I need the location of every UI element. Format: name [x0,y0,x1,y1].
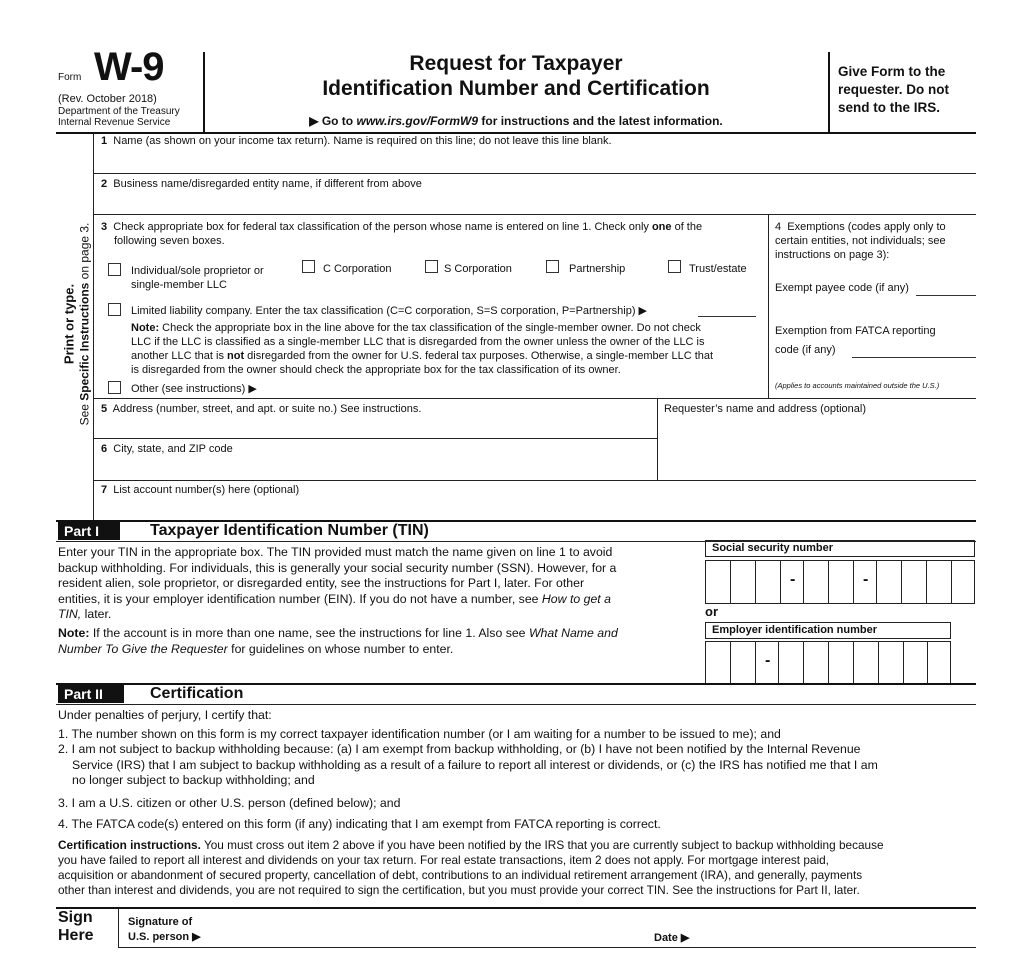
c-corporation-checkbox[interactable] [302,260,315,273]
line3-label-cont: following seven boxes. [114,235,225,247]
fatca-label-1: Exemption from FATCA reporting [775,325,936,337]
irs-label: Internal Revenue Service [58,117,171,128]
sign-here-label: Sign Here [58,909,94,944]
instructions-link-line [210,114,822,128]
exempt-payee-input[interactable] [917,280,979,297]
line5-label: 5 Address (number, street, and apt. or suite no.) See instructions. [101,403,422,415]
partnership-checkbox[interactable] [546,260,559,273]
ein-dash: - [765,652,771,669]
goto-suffix: for instructions and the latest information. [478,114,723,128]
line1-label: 1 Name (as shown on your income tax return). Name is required on this line; do not leave this line blank. [101,135,612,147]
name-input[interactable] [110,150,964,172]
individual-checkbox[interactable] [108,263,121,276]
llc-label: Limited liability company. Enter the tax classification (C=C corporation, S=S corporation, P=Partnership) ▶ [131,305,648,317]
part1-title: Taxpayer Identification Number (TIN) [150,522,429,539]
city-state-zip-input[interactable] [110,456,654,478]
line6-label: 6 City, state, and ZIP code [101,443,233,455]
fatca-code-input[interactable] [854,342,978,359]
llc-classification-input[interactable] [700,302,758,318]
part1-note: Note: If the account is in more than one name, see the instructions for line 1. Also see What Name and Number To Give the Requester for guidelines on whose number to enter. [58,626,618,656]
requester-input[interactable] [664,418,973,480]
individual-label-1: Individual/sole proprietor or [131,265,264,277]
line3-label: 3 Check appropriate box for federal tax classification of the person whose name is entered on line 1. Check only one of the [101,221,703,233]
account-numbers-input[interactable] [110,497,964,519]
date-label: Date ▶ [654,932,690,944]
ein-input-group[interactable] [705,641,951,684]
certification-item-2: 2. I am not subject to backup withholding because: (a) I am exempt from backup withholding, or (b) I have not been notified by the Internal Revenue Service (IRS) that I am subject to backup withholding as a result of a failure to report all interest or dividends, or (c) the IRS has notified me that I am no longer subject to backup withholding; and [58,742,878,787]
exempt-payee-label: Exempt payee code (if any) [775,282,909,294]
ssn-label-box [705,540,975,557]
form-title-line1: Request for Taxpayer [409,52,623,75]
certification-item-1: 1. The number shown on this form is my correct taxpayer identification number (or I am waiting for a number to be issued to me); and [58,727,781,741]
signature-field[interactable] [215,912,645,946]
other-label: Other (see instructions) ▶ [131,383,257,395]
other-input[interactable] [272,380,756,398]
exemptions-label: 4 Exemptions (codes apply only to certain entities, not individuals; see instructions on page 3): [775,221,946,261]
goto-prefix: ▶ Go to [309,114,357,128]
certification-item-3: 3. I am a U.S. citizen or other U.S. person (defined below); and [58,796,401,810]
c-corporation-label: C Corporation [323,263,392,275]
ssn-dash-2: - [863,571,869,588]
s-corporation-checkbox[interactable] [425,260,438,273]
fatca-note: (Applies to accounts maintained outside the U.S.) [775,381,940,390]
ssn-label: Social security number [712,542,834,554]
certification-instructions: Certification instructions. You must cross out item 2 above if you have been notified by the IRS that you are currently subject to backup withholding because you have failed to report all interest and dividends on your tax return. For real estate transactions, item 2 does not apply. For mortgage interest paid, acquisition or abandonment of secured property, cancellation of debt, contributions to an individual retirement arrangement (IRA), and generally, payments other than interest and dividends, you are not required to sign the certification, but you must provide your correct TIN. See the instructions for Part II, later. [58,838,884,897]
ssn-dash-1: - [790,571,796,588]
ein-label-box [705,622,951,639]
address-input[interactable] [110,416,654,438]
s-corporation-label: S Corporation [444,263,512,275]
certification-intro: Under penalties of perjury, I certify that: [58,708,272,722]
line2-label: 2 Business name/disregarded entity name, if different from above [101,178,422,190]
other-checkbox[interactable] [108,381,121,394]
llc-checkbox[interactable] [108,303,121,316]
form-title-line2: Identification Number and Certification [322,77,710,100]
or-label: or [705,604,718,619]
give-form-line3: send to the IRS. [838,100,941,115]
trust-estate-label: Trust/estate [689,263,747,275]
date-input[interactable] [700,928,974,946]
form-label: Form [58,72,82,83]
revision-date: (Rev. October 2018) [58,93,157,105]
part2-title: Certification [150,685,244,702]
print-or-type-label: Print or type. [61,283,77,365]
line7-label: 7 List account number(s) here (optional) [101,484,300,496]
form-number: W-9 [94,45,164,89]
department-label: Department of the Treasury [58,106,180,117]
partnership-label: Partnership [569,263,626,275]
signature-label: Signature of U.S. person ▶ [128,916,201,943]
give-form-line1: Give Form to the [838,64,946,79]
certification-item-4: 4. The FATCA code(s) entered on this form (if any) indicating that I am exempt from FATCA reporting is correct. [58,817,661,831]
part1-tag: Part I [58,522,120,540]
specific-instructions-label: See Specific Instructions on page 3. [77,222,92,426]
part2-tag: Part II [58,685,124,703]
fatca-label-2: code (if any) [775,344,836,356]
ssn-input-group[interactable] [705,560,975,604]
irs-url-link[interactable]: www.irs.gov/FormW9 [356,114,479,128]
trust-estate-checkbox[interactable] [668,260,681,273]
llc-note: Note: Check the appropriate box in the line above for the tax classification of the single-member owner. Do not check LLC if the LLC is classified as a single-member LLC that is disregarded from the owner unless the owner of the LLC is another LLC that is not disregarded from the owner for U.S. federal tax purposes. Otherwise, a single-member LLC that is disregarded from the owner should check the appropriate box for the tax classification of its owner. [131,322,714,376]
ein-label: Employer identification number [712,624,878,636]
give-form-line2: requester. Do not [838,82,950,97]
part1-instructions: Enter your TIN in the appropriate box. The TIN provided must match the name given on line 1 to avoid backup withholding. For individuals, this is generally your social security number (SSN). However, for a resident alien, sole proprietor, or disregarded entity, see the instructions for Part I, later. For other entities, it is your employer identification number (EIN). If you do not have a number, see How to get a TIN, later. [58,545,617,621]
individual-label-2: single-member LLC [131,279,227,291]
requester-label: Requester’s name and address (optional) [664,403,866,415]
business-name-input[interactable] [110,192,964,214]
